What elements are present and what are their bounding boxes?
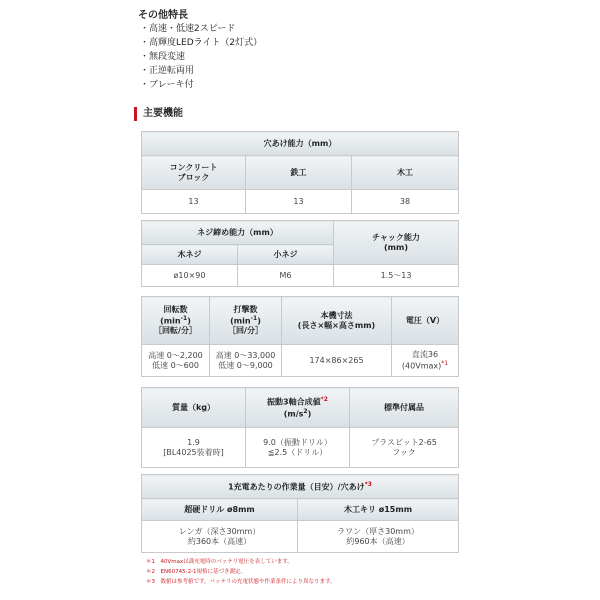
rpm-header-title: 回転数 xyxy=(163,304,188,314)
main-functions-heading: 主要機能 xyxy=(134,107,183,121)
dimensions-value: 174×86×265 xyxy=(282,345,392,377)
drilling-capacity-caption: 穴あけ能力（mm） xyxy=(142,132,459,156)
ipm-value: 高速 0～33,000 低速 0～9,000 xyxy=(210,345,282,377)
wood-screw-value: ø10×90 xyxy=(142,265,238,287)
work-caption-note: *3 xyxy=(364,480,372,488)
concrete-block-header: コンクリート ブロック xyxy=(142,156,246,190)
dimensions-header: 本機寸法 (長さ×幅×高さmm) xyxy=(282,297,392,345)
ipm-header-unit xyxy=(210,315,281,327)
ipm-header-jp: ［回/分］ xyxy=(228,326,263,336)
drilling-capacity-table xyxy=(141,131,459,214)
wood-bit-header: 木工キリ ø15mm xyxy=(298,499,459,521)
vibration-note: *2 xyxy=(320,395,328,403)
vibration-value: 9.0（振動ドリル） ≦2.5（ドリル） xyxy=(246,428,350,468)
ipm-unit-sup: -1 xyxy=(250,314,258,322)
vibration-unit-text: (m/s xyxy=(283,409,304,419)
wood-screw-header: 木ネジ xyxy=(142,245,238,265)
steel-value: 13 xyxy=(246,190,352,214)
ipm-header xyxy=(210,297,282,345)
feature-item: ・高速・低速2スピード xyxy=(140,24,236,34)
footnote-3: ＊3 数値は参考値です。バッテリの充電状態や作業条件により異なります。 xyxy=(146,579,336,585)
voltage-header: 電圧（V） xyxy=(392,297,459,345)
screw-capacity-caption: ネジ締め能力（mm） xyxy=(142,221,334,245)
mass-header: 質量（kg） xyxy=(142,388,246,428)
voltage-value: 直流36 (40Vmax) xyxy=(401,349,442,371)
feature-item: ・高輝度LEDライト（2灯式） xyxy=(140,38,263,48)
rpm-header xyxy=(142,297,210,345)
chuck-capacity-header: チャック能力 (mm) xyxy=(334,221,459,265)
lauan-value: ラワン（厚さ30mm） 約960本（高速） xyxy=(298,521,459,553)
rpm-unit-sup: -1 xyxy=(180,314,188,322)
vibration-unit-close: ) xyxy=(307,409,312,419)
mass-vibration-table xyxy=(141,387,459,468)
accessories-header: 標準付属品 xyxy=(350,388,459,428)
feature-item: ・ブレーキ付 xyxy=(140,80,194,90)
voltage-note: *1 xyxy=(441,359,449,367)
ipm-header-title: 打撃数 xyxy=(233,304,258,314)
feature-item: ・無段変速 xyxy=(140,52,186,62)
chuck-value: 1.5～13 xyxy=(334,265,459,287)
wood-value: 38 xyxy=(352,190,459,214)
spec-table xyxy=(141,296,459,377)
mass-value: 1.9 [BL4025装着時] xyxy=(142,428,246,468)
rpm-unit-close: ) xyxy=(187,316,191,326)
feature-item: ・正逆転両用 xyxy=(140,66,195,76)
vibration-header xyxy=(246,388,350,428)
brick-value: レンガ（深さ30mm） 約360本（高速） xyxy=(142,521,298,553)
ipm-unit-text: (min xyxy=(230,316,251,326)
work-per-charge-table xyxy=(141,474,459,553)
vibration-unit-sup: 2 xyxy=(303,407,308,415)
other-features-title: その他特長 xyxy=(138,10,188,21)
vibration-title-text: 振動3軸合成値 xyxy=(267,397,321,407)
screw-chuck-table xyxy=(141,220,459,287)
rpm-unit-text: (min xyxy=(160,316,181,326)
vibration-header-unit xyxy=(246,408,349,420)
accessories-value: プラスビット2-65 フック xyxy=(350,428,459,468)
rpm-value: 高速 0～2,200 低速 0～600 xyxy=(142,345,210,377)
carbide-drill-header: 超硬ドリル ø8mm xyxy=(142,499,298,521)
rpm-header-jp: ［回転/分］ xyxy=(154,326,197,336)
voltage-cell xyxy=(392,345,459,377)
footnote-2: ＊2 EN60745-2-1規格に基づき測定。 xyxy=(146,569,247,575)
work-per-charge-caption xyxy=(142,475,459,499)
concrete-block-value: 13 xyxy=(142,190,246,214)
ipm-unit-close: ) xyxy=(257,316,261,326)
footnote-1: ＊1 40Vmaxは満充電時のバッテリ電圧を表しています。 xyxy=(146,559,293,565)
steel-header: 鉄工 xyxy=(246,156,352,190)
work-caption-text: 1充電あたりの作業量（目安）/穴あけ xyxy=(228,482,365,492)
vibration-header-title xyxy=(246,396,349,408)
machine-screw-value: M6 xyxy=(238,265,334,287)
rpm-header-unit xyxy=(142,315,209,327)
wood-header: 木工 xyxy=(352,156,459,190)
machine-screw-header: 小ネジ xyxy=(238,245,334,265)
